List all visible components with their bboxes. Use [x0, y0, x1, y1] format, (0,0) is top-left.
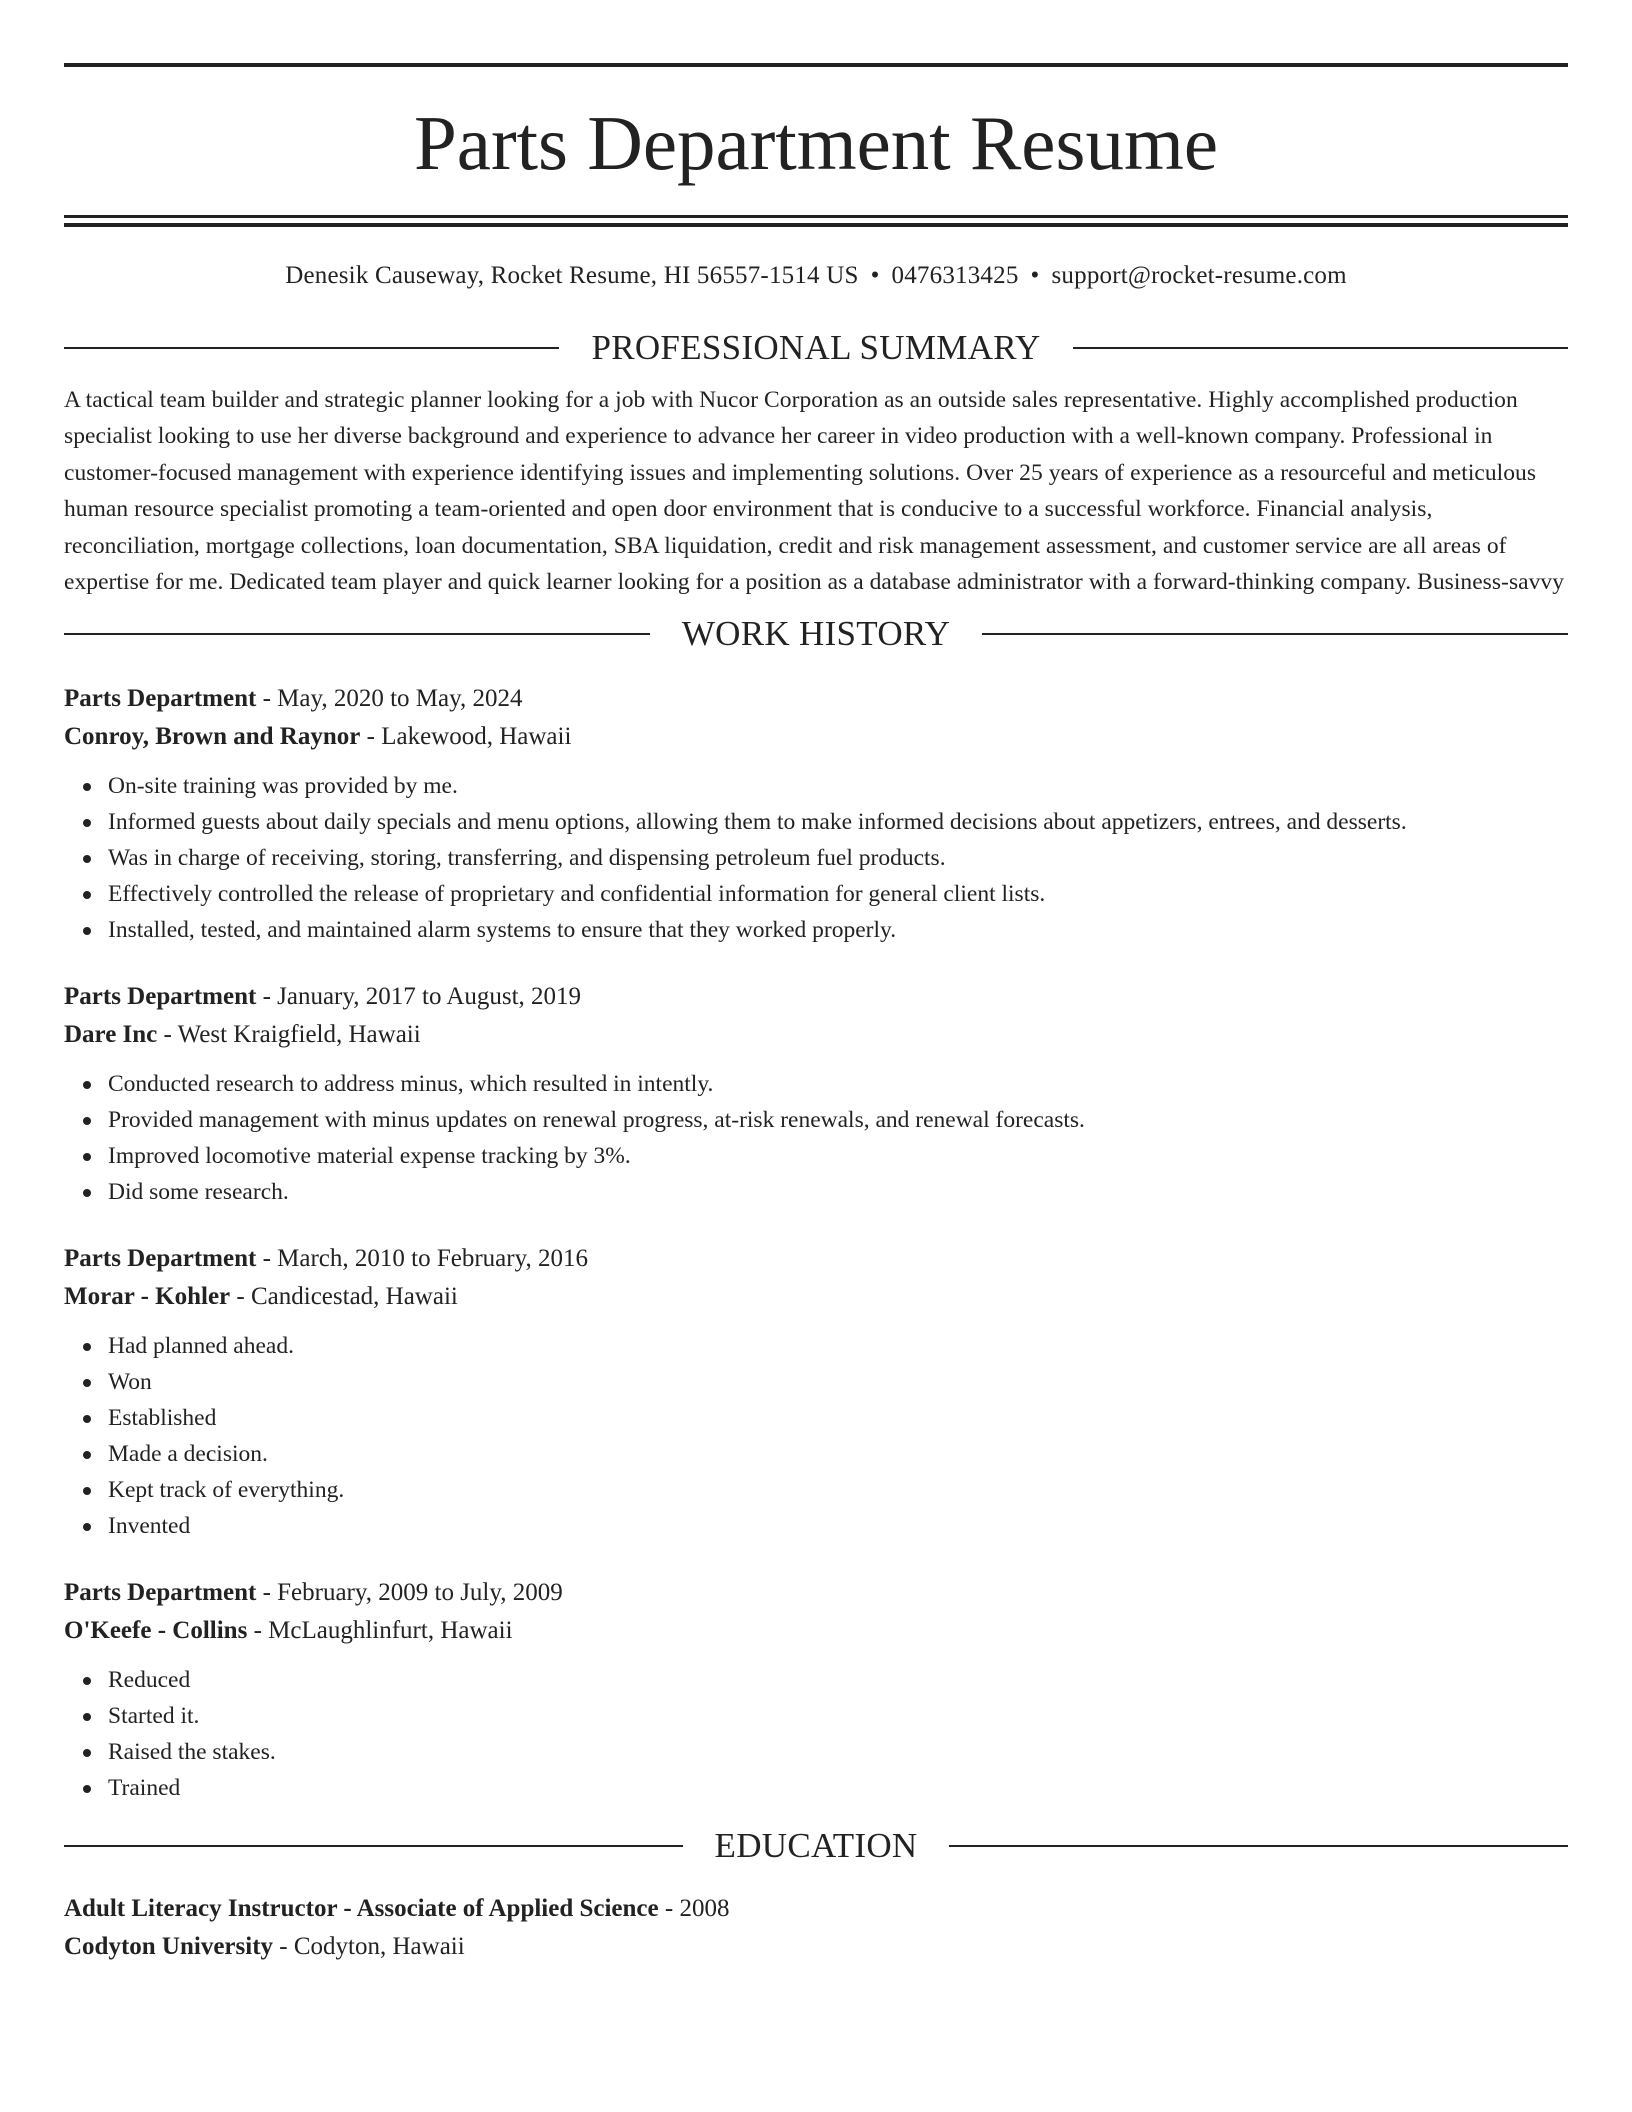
education-year: - 2008 — [658, 1895, 730, 1923]
list-item-text: Improved locomotive material expense tracking by 3%. — [108, 1143, 631, 1170]
list-item — [64, 1066, 1568, 1102]
education-section-heading — [64, 1826, 1568, 1866]
job-title: Parts Department — [64, 1245, 257, 1273]
list-item — [64, 1102, 1568, 1138]
job-entry — [64, 680, 1568, 948]
list-item — [64, 1328, 1568, 1364]
education-school: Codyton University — [64, 1933, 274, 1961]
list-item — [64, 804, 1568, 840]
bullet-dot-icon — [83, 855, 91, 863]
work-heading-label: WORK HISTORY — [681, 614, 951, 654]
list-item-text: Made a decision. — [108, 1441, 268, 1468]
list-item-text: Reduced — [108, 1667, 191, 1694]
list-item-text: Started it. — [108, 1703, 200, 1730]
job-dates: - January, 2017 to August, 2019 — [256, 983, 582, 1011]
list-item — [64, 1400, 1568, 1436]
education-school-line — [64, 1928, 1568, 1966]
bullet-dot-icon — [83, 1153, 91, 1161]
contact-separator: • — [870, 262, 880, 289]
job-title-line — [64, 680, 1568, 718]
bullet-dot-icon — [83, 1785, 91, 1793]
job-entry — [64, 978, 1568, 1210]
job-location: - West Kraigfield, Hawaii — [157, 1021, 421, 1049]
list-item — [64, 876, 1568, 912]
list-item — [64, 840, 1568, 876]
summary-section-heading — [64, 328, 1568, 368]
job-company-line — [64, 1612, 1568, 1650]
job-dates: - February, 2009 to July, 2009 — [256, 1579, 563, 1607]
list-item — [64, 1508, 1568, 1544]
bullet-dot-icon — [83, 1415, 91, 1423]
bullet-dot-icon — [83, 1451, 91, 1459]
job-title: Parts Department — [64, 1579, 257, 1607]
job-entry — [64, 1574, 1568, 1806]
job-bullets — [64, 1066, 1568, 1210]
job-company-line — [64, 1016, 1568, 1054]
summary-paragraph: A tactical team builder and strategic planner looking for a job with Nucor Corporation as an outside sales representative. Highly accomplished production specialist looking to use her diverse background and experience to advance her career in video production with a well-known company. Professional in customer-focused management with experience identifying issues and implementing solutions. Over 25 years of experience as a resourceful and meticulous human resource specialist promoting a team-oriented and open door environment that is conducive to a successful workforce. Financial analysis, reconciliation, mortgage collections, loan documentation, SBA liquidation, credit and risk management assessment, and customer service are all areas of expertise for me. Dedicated team player and quick learner looking for a position as a database administrator with a forward-thinking company. Business-savvy — [64, 387, 1565, 596]
education-degree: Adult Literacy Instructor - Associate of Applied Science — [64, 1895, 659, 1923]
job-dates: - March, 2010 to February, 2016 — [256, 1245, 588, 1273]
list-item-text: Conducted research to address minus, which resulted in intently. — [108, 1071, 714, 1098]
list-item-text: Did some research. — [108, 1179, 289, 1206]
list-item-text: Effectively controlled the release of proprietary and confidential information for general client lists. — [108, 881, 1046, 908]
page-title: Parts Department Resume — [413, 100, 1219, 186]
bullet-dot-icon — [83, 1677, 91, 1685]
list-item — [64, 1734, 1568, 1770]
summary-heading-label: PROFESSIONAL SUMMARY — [591, 328, 1041, 367]
job-company: Dare Inc — [64, 1021, 158, 1049]
list-item — [64, 768, 1568, 804]
heading-rule-left — [64, 1845, 683, 1847]
bullet-dot-icon — [83, 1343, 91, 1351]
job-title-line — [64, 1240, 1568, 1278]
bullet-dot-icon — [83, 1487, 91, 1495]
job-location: - Lakewood, Hawaii — [360, 723, 572, 751]
education-degree-line — [64, 1890, 1568, 1928]
job-company: Conroy, Brown and Raynor — [64, 723, 361, 751]
list-item — [64, 1662, 1568, 1698]
job-location: - McLaughlinfurt, Hawaii — [247, 1617, 513, 1645]
bullet-dot-icon — [83, 891, 91, 899]
bullet-dot-icon — [83, 1749, 91, 1757]
education-location: - Codyton, Hawaii — [273, 1933, 465, 1961]
list-item — [64, 1770, 1568, 1806]
bullet-dot-icon — [83, 1379, 91, 1387]
list-item-text: Installed, tested, and maintained alarm systems to ensure that they worked properly. — [108, 917, 897, 944]
list-item-text: Was in charge of receiving, storing, transferring, and dispensing petroleum fuel products. — [108, 845, 946, 872]
bullet-dot-icon — [83, 783, 91, 791]
heading-rule-right — [949, 1845, 1568, 1847]
job-bullets — [64, 768, 1568, 948]
job-entry — [64, 1240, 1568, 1544]
list-item — [64, 1436, 1568, 1472]
heading-rule-right — [982, 633, 1568, 635]
bullet-dot-icon — [83, 819, 91, 827]
list-item-text: Informed guests about daily specials and menu options, allowing them to make informed decisions about appetizers, entrees, and desserts. — [108, 809, 1407, 836]
contact-address: Denesik Causeway, Rocket Resume, HI 56557-1514 US — [285, 262, 859, 289]
list-item — [64, 912, 1568, 948]
contact-separator: • — [1030, 262, 1040, 289]
job-dates: - May, 2020 to May, 2024 — [256, 685, 523, 713]
job-title-line — [64, 1574, 1568, 1612]
contact-line — [64, 261, 1568, 291]
list-item-text: Kept track of everything. — [108, 1477, 345, 1504]
list-item — [64, 1138, 1568, 1174]
list-item-text: Provided management with minus updates on renewal progress, at-risk renewals, and renewal forecasts. — [108, 1107, 1085, 1134]
list-item-text: Invented — [108, 1513, 191, 1540]
job-company: Morar - Kohler — [64, 1283, 231, 1311]
resume-page — [64, 63, 1568, 1966]
education-entry — [64, 1890, 1568, 1966]
list-item — [64, 1472, 1568, 1508]
job-title: Parts Department — [64, 983, 257, 1011]
heading-rule-left — [64, 633, 650, 635]
list-item — [64, 1698, 1568, 1734]
contact-phone: 0476313425 — [891, 262, 1019, 289]
list-item-text: On-site training was provided by me. — [108, 773, 458, 800]
job-title: Parts Department — [64, 685, 257, 713]
list-item-text: Established — [108, 1405, 217, 1432]
job-bullets — [64, 1662, 1568, 1806]
job-company-line — [64, 718, 1568, 756]
title-double-rule — [64, 215, 1568, 227]
heading-rule-left — [64, 347, 559, 349]
list-item-text: Trained — [108, 1775, 181, 1802]
contact-email[interactable]: support@rocket-resume.com — [1051, 262, 1347, 289]
list-item-text: Had planned ahead. — [108, 1333, 294, 1360]
job-bullets — [64, 1328, 1568, 1544]
job-company: O'Keefe - Collins — [64, 1617, 248, 1645]
job-company-line — [64, 1278, 1568, 1316]
bullet-dot-icon — [83, 1081, 91, 1089]
list-item-text: Raised the stakes. — [108, 1739, 276, 1766]
heading-rule-right — [1073, 347, 1568, 349]
bullet-dot-icon — [83, 1523, 91, 1531]
education-heading-label: EDUCATION — [714, 1826, 918, 1866]
job-title-line — [64, 978, 1568, 1016]
list-item-text: Won — [108, 1369, 152, 1396]
bullet-dot-icon — [83, 927, 91, 935]
top-rule — [64, 63, 1568, 67]
bullet-dot-icon — [83, 1713, 91, 1721]
list-item — [64, 1364, 1568, 1400]
work-section-heading — [64, 614, 1568, 654]
job-location: - Candicestad, Hawaii — [230, 1283, 458, 1311]
bullet-dot-icon — [83, 1189, 91, 1197]
bullet-dot-icon — [83, 1117, 91, 1125]
list-item — [64, 1174, 1568, 1210]
